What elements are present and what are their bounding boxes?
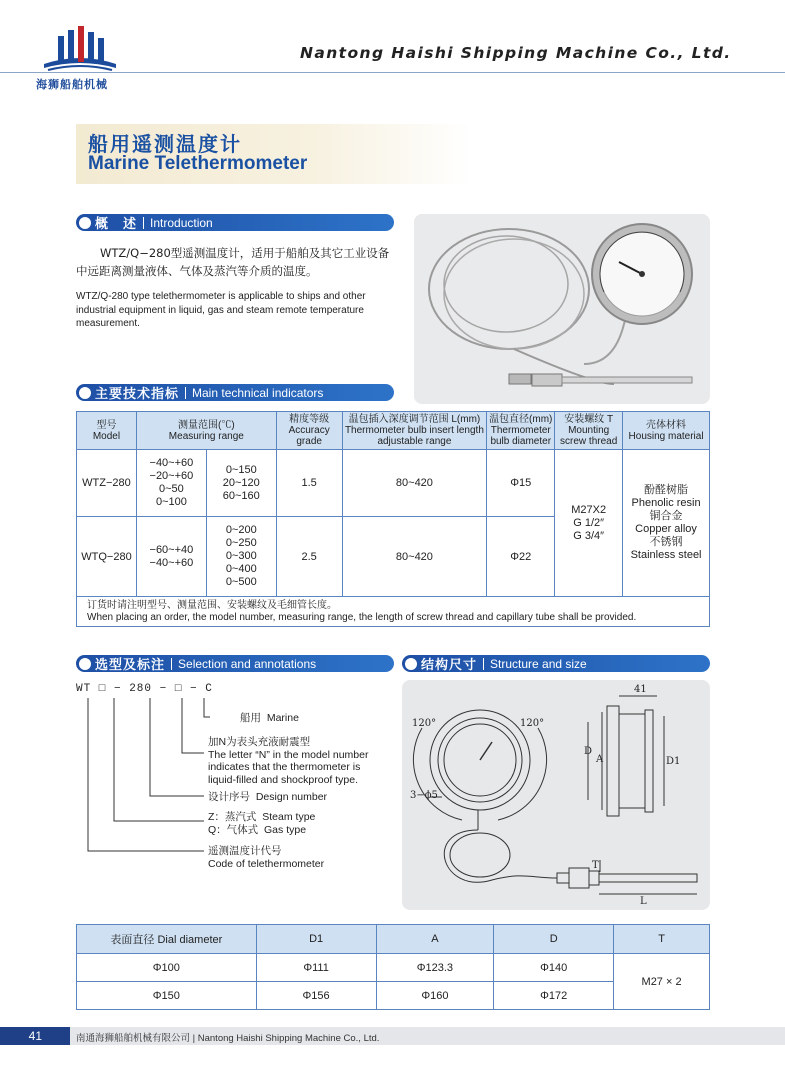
header-bulb-diameter: 温包直径(mm) Thermometer bulb diameter <box>487 412 555 450</box>
section-title-cn: 概 述 <box>95 217 138 232</box>
divider <box>483 658 484 670</box>
dimension-table <box>76 924 710 1010</box>
dim-t-label: T <box>592 860 599 871</box>
cell-a: Φ123.3 <box>376 954 494 982</box>
table-note-row <box>77 597 710 627</box>
angle-label: 120° <box>412 718 437 729</box>
header-divider <box>0 72 785 73</box>
cell-model: WTQ−280 <box>77 517 137 597</box>
cell-accuracy: 2.5 <box>276 517 342 597</box>
section-title-cn: 主要技术指标 <box>95 387 180 402</box>
intro-text-cn: WTZ/Q−280型遥测温度计，适用于船舶及其它工业设备中远距离测量液体、气体及蒸汽等介质的温度。 <box>76 246 390 278</box>
logo-text: 海狮船舶机械 <box>36 78 108 91</box>
dim-width-label: 41 <box>634 684 647 695</box>
header-housing: 壳体材料 Housing material <box>623 412 710 450</box>
order-note: 订货时请注明型号、测量范围、安装螺纹及毛细管长度。 When placing an order, the model number, measuring range, the length of screw thread and capillary tube shall be provided. <box>77 597 710 627</box>
cell-bulb-length: 80~420 <box>342 450 487 517</box>
cell-range-b: 0~200 0~250 0~300 0~400 0~500 <box>206 517 276 597</box>
cell-bulb-diameter: Φ15 <box>487 450 555 517</box>
divider <box>171 658 172 670</box>
selection-item: 加N为表头充液耐震型 The letter “N” in the model number indicates that the thermometer is liquid-filled and shockproof type. <box>208 736 369 786</box>
angle-label: 120° <box>520 718 545 729</box>
section-title-cn: 结构尺寸 <box>421 658 478 673</box>
section-title-cn: 选型及标注 <box>95 658 166 673</box>
selection-item: 遥测温度计代号 Code of telethermometer <box>208 845 325 870</box>
model-code: WT □ − 280 − □ − C <box>76 683 213 695</box>
cell-range-b: 0~150 20~120 60~160 <box>206 450 276 517</box>
header-dial-diameter: 表面直径 Dial diameter <box>77 925 257 954</box>
selection-item: 船用 Marine <box>240 712 299 724</box>
dim-l-label: L <box>640 896 647 907</box>
dim-d-label: D <box>584 746 593 757</box>
specs-table <box>76 411 710 627</box>
section-header-introduction <box>76 214 394 231</box>
divider <box>143 217 144 229</box>
section-header-technical <box>76 384 394 401</box>
selection-diagram <box>76 680 396 880</box>
header-thread: 安装螺纹 T Mounting screw thread <box>555 412 623 450</box>
header-accuracy: 精度等级 Accuracy grade <box>276 412 342 450</box>
cell-d1: Φ111 <box>256 954 376 982</box>
footer-company: 南通海狮船舶机械有限公司 | Nantong Haishi Shipping Machine Co., Ltd. <box>76 1033 380 1044</box>
cell-d: Φ172 <box>494 982 614 1010</box>
bullet-icon <box>79 387 91 399</box>
header-a: A <box>376 925 494 954</box>
holes-label: 3−ϕ5 <box>410 790 438 801</box>
section-header-structure <box>402 655 710 672</box>
cell-d1: Φ156 <box>256 982 376 1010</box>
section-title-en: Main technical indicators <box>192 385 324 400</box>
page-number: 41 <box>0 1027 70 1045</box>
cell-accuracy: 1.5 <box>276 450 342 517</box>
cell-thread: M27X2 G 1/2″ G 3/4″ <box>555 450 623 597</box>
cell-dial: Φ100 <box>77 954 257 982</box>
product-photo <box>414 214 710 404</box>
company-name: Nantong Haishi Shipping Machine Co., Ltd. <box>300 44 732 62</box>
structure-drawing <box>402 680 710 910</box>
cell-d: Φ140 <box>494 954 614 982</box>
cell-t: M27 × 2 <box>614 954 710 1010</box>
structure-diagram-icon <box>402 680 710 910</box>
section-header-selection <box>76 655 394 672</box>
cell-range-a: −40~+60 −20~+60 0~50 0~100 <box>136 450 206 517</box>
selection-leader-lines-icon <box>76 696 216 876</box>
table-row <box>77 954 710 982</box>
cell-housing: 酚醛树脂 Phenolic resin 铜合金 Copper alloy 不锈钢 Stainless steel <box>623 450 710 597</box>
dim-d1-label: D1 <box>666 756 681 767</box>
bullet-icon <box>79 217 91 229</box>
cell-model: WTZ−280 <box>77 450 137 517</box>
section-title-en: Selection and annotations <box>178 656 317 671</box>
dim-a-label: A <box>596 754 604 765</box>
header-t: T <box>614 925 710 954</box>
cell-bulb-length: 80~420 <box>342 517 487 597</box>
selection-item: 设计序号 Design number <box>208 791 328 803</box>
selection-item: Z：蒸汽式 Steam type Q：气体式 Gas type <box>208 811 316 836</box>
table-header-row <box>77 925 710 954</box>
intro-text-en: WTZ/Q-280 type telethermometer is applicable to ships and other industrial equipment in liquid, gas and steam remote temperature measurement. <box>76 291 366 329</box>
page-title-cn: 船用遥测温度计 <box>88 132 242 156</box>
table-header-row <box>77 412 710 450</box>
header-d: D <box>494 925 614 954</box>
cell-bulb-diameter: Φ22 <box>487 517 555 597</box>
telethermometer-photo-icon <box>414 214 710 404</box>
bullet-icon <box>405 658 417 670</box>
header-bulb-length: 温包插入深度调节范围 L(mm) Thermometer bulb insert length adjustable range <box>342 412 487 450</box>
logo-emblem-icon <box>40 22 120 74</box>
header-d1: D1 <box>256 925 376 954</box>
header-range: 测量范围(℃) Measuring range <box>136 412 276 450</box>
cell-a: Φ160 <box>376 982 494 1010</box>
header-model: 型号 Model <box>77 412 137 450</box>
page-title-en: Marine Telethermometer <box>88 153 308 174</box>
bullet-icon <box>79 658 91 670</box>
section-title-en: Structure and size <box>490 656 587 671</box>
cell-dial: Φ150 <box>77 982 257 1010</box>
section-title-en: Introduction <box>150 215 213 230</box>
table-row <box>77 450 710 517</box>
divider <box>185 387 186 399</box>
cell-range-a: −60~+40 −40~+60 <box>136 517 206 597</box>
company-logo <box>22 22 142 92</box>
